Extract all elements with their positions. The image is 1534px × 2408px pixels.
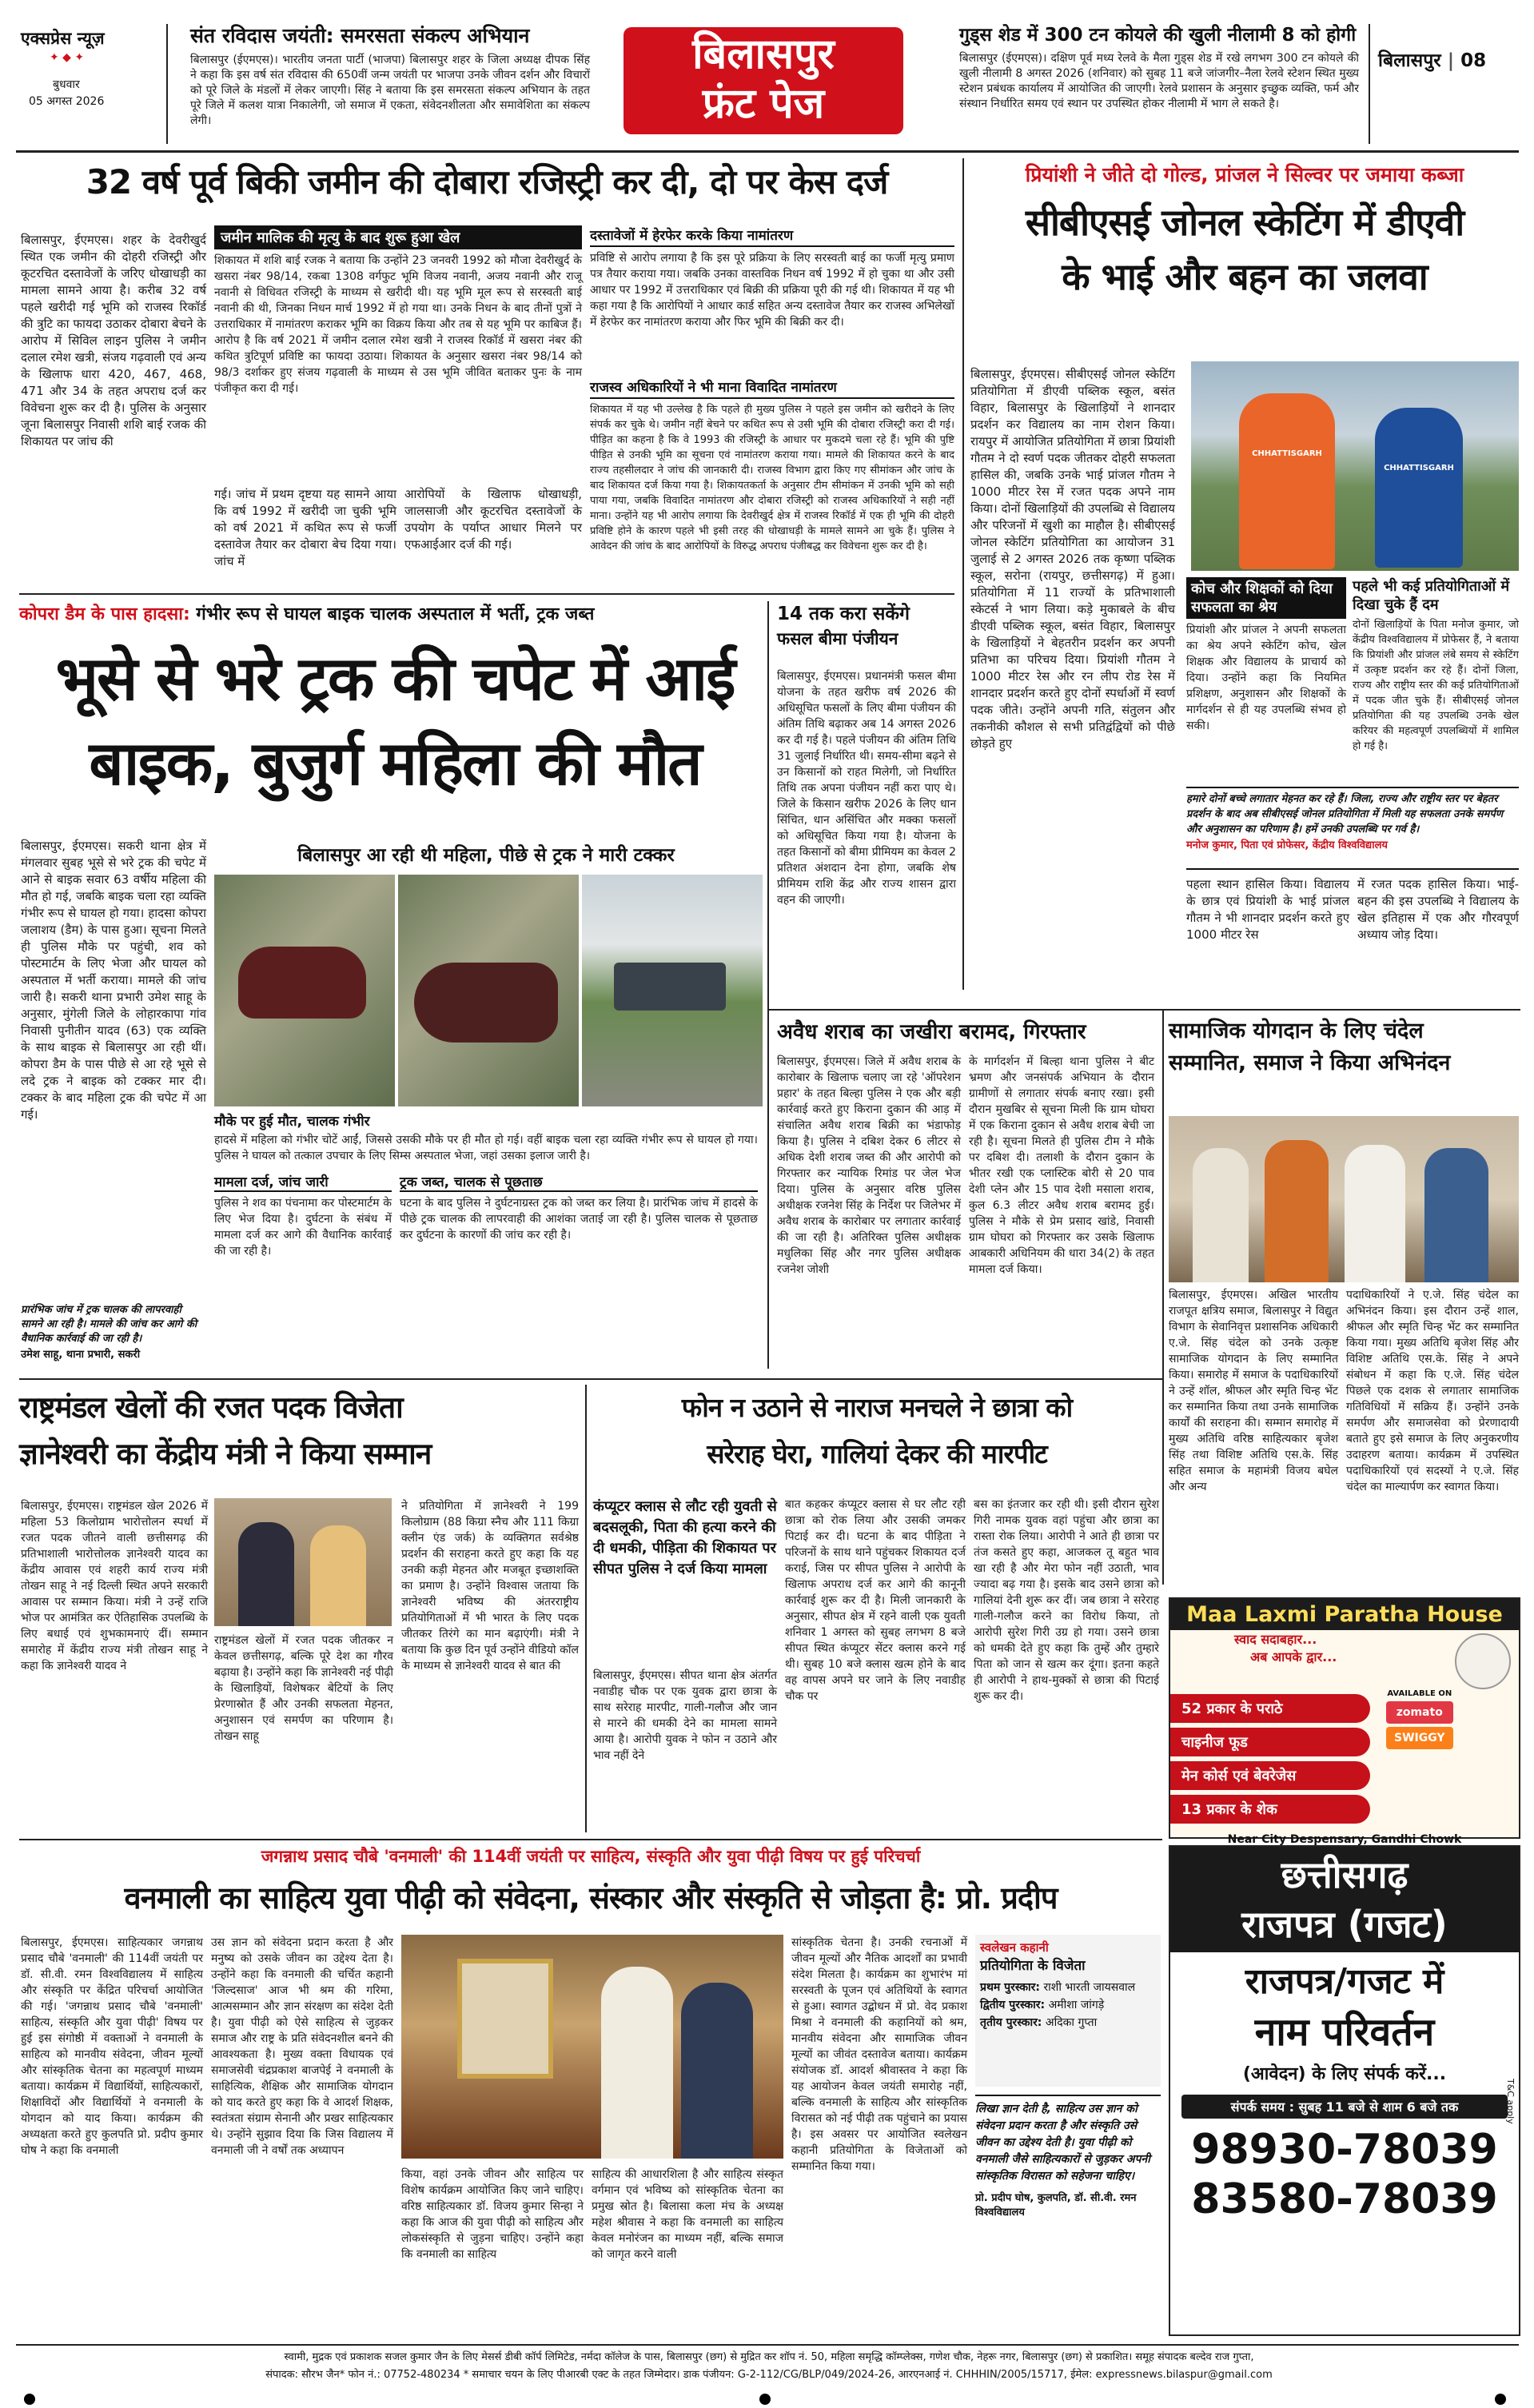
land-sub1-body: शिकायत में शशि बाई रजक ने बताया कि उन्होंने 23 जनवरी 1992 को मौजा देवरीखुर्द के खसरा नंबर 98/14, रकबा 1308 वर्गफुट भूमि विजय नवानी, अजय नवानी और राजू नवानी से विधिवत रजिस्ट्री के माध्यम से खरीदी थी। यह भूमि मूल रूप से सरस्वती बाई नवानी की थी, जिनका निधन मार्च 1992 में हो गया था। उनके निधन के बाद तीनों पुत्रों ने उत्तराधिकार में नामांतरण कराकर भूमि का विक्रय किया और तब से यह भूमि पर काबिज हैं। आरोप है कि वर्ष 2021 में जमीन दलाल रमेश खत्री ने राजस्व रिकॉर्ड में खसरा नंबर की कथित त्रुटिपूर्ण प्रविष्टि का फायदा उठाया। शिकायत के अनुसार खसरा नंबर 98/14 को 98/3 दर्शाकर हुए संजय गढ़वाली के माध्यम से उस भूमि जीवित बताकर पुनः के नाम पंजीकृत करा दी गई।	[214, 254, 582, 395]
accident-sub-a-body: पुलिस ने शव का पंचनामा कर पोस्टमार्टम के लिए भेज दिया है। दुर्घटना के संबंध में मामला दर्ज कर आगे की वैधानिक कार्रवाई की जा रही है।	[214, 1197, 392, 1258]
gazette-title-1: छत्तीसगढ़	[1281, 1853, 1408, 1896]
vanmali-kicker: जगन्नाथ प्रसाद चौबे 'वनमाली' की 114वीं जयंती पर साहित्य, संस्कृति और युवा पीढ़ी विषय पर हुई परिचर्चा	[261, 1847, 921, 1866]
commonwealth-headline-line1: राष्ट्रमंडल खेलों की रजत पदक विजेता	[19, 1390, 403, 1425]
swiggy-badge: SWIGGY	[1386, 1727, 1453, 1749]
skater-boy-tag: CHHATTISGARH	[1252, 449, 1322, 458]
zomato-badge: zomato	[1386, 1701, 1453, 1724]
skating-box1-title: कोच और शिक्षकों को दिया सफलता का श्रेय	[1186, 577, 1346, 619]
accident-kicker-red: कोपरा डैम के पास हादसा:	[19, 604, 190, 624]
paratha-ad	[1169, 1597, 1520, 1846]
accident-headline	[19, 636, 771, 820]
skating-headline	[970, 195, 1519, 355]
skating-headline-line1: सीबीएसई जोनल स्केटिंग में डीएवी	[1025, 201, 1464, 244]
vanmali-photo	[401, 1935, 783, 2159]
top-right-headline: गुड्स शेड में 300 टन कोयले की खुली नीलामी 8 को होगी	[959, 25, 1357, 46]
skating-box2-title: पहले भी कई प्रतियोगिताओं में दिखा चुके हैं दम	[1353, 578, 1510, 613]
athlete-figure	[310, 1525, 366, 1626]
top-left-story	[190, 22, 590, 142]
land-sub2-body: प्रविष्टि से आरोप लगाया है कि इस पूरे प्रक्रिया के लिए सरस्वती बाई का फर्जी मृत्यु प्रमाण पत्र तैयार कराया गया। जबकि उनका वास्तविक निधन वर्ष 1992 में हो चुका था और उसी आधार पर 1992 में उत्तराधिकार एवं बिक्री की प्रक्रिया पूरी की गई थी। शिकायत में यह भी कहा गया है कि आरोपियों ने आधार कार्ड सहित अन्य दस्तावेज तैयार कर राजस्व अभिलेखों में हेरफेर कर नामांतरण कराया और फिर भूमि की बिक्री कर दी।	[590, 252, 954, 329]
land-sub3-body: शिकायत में यह भी उल्लेख है कि पहले ही मुख्य पुलिस ने पहले इस जमीन को खरीदने के लिए संपर्क कर चुके थे। जमीन नहीं बेचने पर कथित रूप से उसी भूमि की दोबारा रजिस्ट्री करा दी गई। पीड़ित का कहना है कि वे 1993 की रजिस्ट्री के आधार पर मुकदमे चला रहे हैं। भूमि की पुष्टि पीड़ित से उनकी भूमि का सूचना एवं नामांतरण कराया गया। मामले की शिकायत करने के बाद राज्य तहसीलदार ने जांच की जानकारी दी। राजस्व विभाग द्वारा किए गए सीमांकन और जांच के बाद शिकायत दर्ज किया गया है। शिकायतकर्ता के अनुसार टीम सीमांकन में उनकी भूमि को सही पाया गया, जबकि विवादित नामांतरण और दोबारा रजिस्ट्री को राजस्व अधिकारियों ने सही नहीं माना। उन्होंने यह भी आरोप लगाया कि देवरीखुर्द क्षेत्र में राजस्व रिकॉर्ड में एक ही भूमि की दोहरी प्रविष्टि होने के कारण पहले भी इसी तरह की धोखाधड़ी के मामले सामने आ चुके हैं। पुलिस ने आवेदन की जांच के बाद आरोपियों के विरुद्ध अपराध पंजीबद्ध कर विवेचना शुरू कर दी है।	[590, 404, 954, 552]
vanmali-figure-2	[681, 1983, 753, 2159]
issue-date: 05 अगस्त 2026	[29, 95, 105, 108]
available-on: AVAILABLE ON	[1387, 1689, 1452, 1698]
skating-box1-body: प्रियांशी और प्रांजल ने अपनी सफलता का श्रेय अपने स्केटिंग कोच, खेल शिक्षक और विद्यालय के प्राचार्य को दिया। उन्होंने कहा कि नियमित प्रशिक्षण, अनुशासन और शिक्षकों के मार्गदर्शन से ही यह उपलब्धि संभव हो सकी।	[1186, 624, 1346, 732]
harassment-headline-line2: सरेराह घेरा, गालियां देकर की मारपीट	[707, 1438, 1047, 1469]
vanmali-col5: सांस्कृतिक चेतना है। उनकी रचनाओं में जीवन मूल्यों और नैतिक आदर्शों का प्रभावी संदेश मिलता है। कार्यक्रम का शुभारंभ मां सरस्वती के पूजन एवं अतिथियों के स्वागत से हुआ। स्वागत उद्बोधन में प्रो. वेद प्रकाश मिश्रा ने वनमाली की कहानियों को श्रम, मानवीय संवेदना और सामाजिक जीवन मूल्यों का जीवंत दस्तावेज बताया। कार्यक्रम संयोजक डॉ. आदर्श श्रीवास्तव ने कहा कि यह आयोजन केवल जयंती समारोह नहीं, बल्कि वनमाली के साहित्य और सांस्कृतिक विरासत को नई पीढ़ी तक पहुंचाने का प्रयास है। इस अवसर पर आयोजित स्वलेखन कहानी प्रतियोगिता के विजेताओं को सम्मानित किया गया।	[791, 1936, 967, 2173]
vanmali-winners-box	[975, 1935, 1161, 2087]
winner3-label: तृतीय पुरस्कार:	[980, 2016, 1042, 2029]
skating-headline-line2: के भाई और बहन का जलवा	[1062, 255, 1428, 298]
land-sub2-title: दस्तावेजों में हेरफेर करके किया नामांतरण	[590, 225, 954, 247]
gazette-main-2: नाम परिवर्तन	[1254, 2010, 1435, 2055]
harassment-lead: कंप्यूटर क्लास से लौट रही युवती से बदसलूकी, पिता की हत्या करने की दी धमकी, पीड़िता की शिकायत पर सीपत पुलिस ने दर्ज किया मामला	[593, 1498, 777, 1577]
skating-box2	[1353, 577, 1519, 782]
skating-bottom-col2: में रजत पदक हासिल किया। भाई-बहन की इस उपलब्धि ने विद्यालय के खेल इतिहास में एक और गौरवपूर्ण अध्याय जोड़ दिया।	[1357, 877, 1519, 942]
gazette-phone-2: 83580-78039	[1191, 2175, 1498, 2223]
commonwealth-photo	[214, 1498, 392, 1626]
brand-name: एक्सप्रेस न्यूज़	[21, 29, 105, 48]
top-left-headline: संत रविदास जयंती: समरसता संकल्प अभियान	[190, 24, 530, 47]
winner2-label: द्वितीय पुरस्कार:	[980, 1999, 1046, 2011]
commonwealth-caption-col: राष्ट्रमंडल खेलों में रजत पदक जीतकर न केवल छत्तीसगढ़, बल्कि पूरे देश का गौरव बढ़ाया है। उन्होंने कहा कि ज्ञानेश्वरी नई पीढ़ी के खिलाड़ियों, विशेषकर बेटियों के लिए प्रेरणास्रोत हैं और उनकी सफलता मेहनत, अनुशासन एवं समर्पण का परिणाम है। तोखन साहू	[214, 1634, 393, 1743]
imprint	[19, 2349, 1519, 2387]
vanmali-quote-by: प्रो. प्रदीप घोष, कुलपति, डॉ. सी.वी. रमन विश्वविद्यालय	[975, 2192, 1137, 2219]
vanmali-headline: वनमाली का साहित्य युवा पीढ़ी को संवेदना, संस्कार और संस्कृति से जोड़ता है: प्रो. प्रदीप	[124, 1880, 1058, 1916]
accident-sub-b	[400, 1172, 758, 1300]
liquor-headline: अवैध शराब का जखीरा बरामद, गिरफ्तार	[777, 1020, 1086, 1044]
vanmali-col1: बिलासपुर, ईएमएस। साहित्यकार जगन्नाथ प्रसाद चौबे 'वनमाली' की 114वीं जयंती पर डॉ. सी.वी. रमन विश्वविद्यालय में साहित्य और संस्कृति पर केंद्रित परिचर्चा आयोजित की गई। 'जगन्नाथ प्रसाद चौबे 'वनमाली' साहित्य, संस्कृति और युवा पीढ़ी' विषय पर हुई इस संगोष्ठी में वक्ताओं ने वनमाली के साहित्य को मानवीय संवेदना, जीवन मूल्यों और सांस्कृतिक चेतना का महत्वपूर्ण माध्यम बताया। कार्यक्रम में विद्यार्थियों, साहित्यकारों, शिक्षाविदों और विद्यार्थियों ने वनमाली के योगदान को याद किया। कार्यक्रम की अध्यक्षता करते हुए कुलपति प्रो. प्रदीप कुमार घोष ने कहा कि वनमाली	[21, 1936, 203, 2157]
paratha-tagline2: अब आपके द्वार...	[1250, 1649, 1337, 1664]
crashed-bike-2	[414, 963, 558, 1043]
vanmali-quote-text: लिखा ज्ञान देती है, साहित्य उस ज्ञान को संवेदना प्रदान करता है और संस्कृति उसे जीवन का उद्देश्य देती है। युवा पीढ़ी को वनमाली जैसे साहित्यकारों से जुड़कर अपनी सांस्कृतिक विरासत को सहेजना चाहिए।	[975, 2103, 1150, 2183]
felicitation-headline-line1: सामाजिक योगदान के लिए चंदेल	[1169, 1019, 1424, 1043]
felicitation-col1: बिलासपुर, ईएमएस। अखिल भारतीय राजपूत क्षत्रिय समाज, बिलासपुर ने विद्युत विभाग के सेवानिवृत्त प्रशासनिक अधिकारी ए.जे. सिंह चंदेल को उनके उत्कृष्ट सामाजिक योगदान के लिए सम्मानित किया। समारोह में समाज के पदाधिकारियों ने उन्हें शॉल, श्रीफल और स्मृति चिन्ह भेंट कर सम्मानित किया तथा उनके सामाजिक कार्यों की सराहना की। सम्मान समारोह में मुख्य अतिथि वरिष्ठ साहित्यकार बृजेश सिंह तथा विशिष्ट अतिथि एस.के. सिंह सहित समाज के महामंत्री विजय बघेल और अन्य	[1169, 1289, 1338, 1493]
felicitation-col2: पदाधिकारियों ने ए.जे. सिंह चंदेल का अभिनंदन किया। इस दौरान उन्हें शाल, श्रीफल और स्मृति चिन्ह भेंट कर सम्मानित किया गया। मुख्य अतिथि बृजेश सिंह और विशिष्ट अतिथि एस.के. सिंह ने अपने संबोधन में कहा कि ए.जे. सिंह चंदेल पिछले एक दशक से लगातार सामाजिक गतिविधियों में सक्रिय हैं। उन्होंने उनके समर्पण और समाजसेवा को प्रेरणादायी बताते हुए इसे समाज के लिए अनुकरणीय उदाहरण बताया। कार्यक्रम में उपस्थित पदाधिकारियों एवं सदस्यों ने ए.जे. सिंह चंदेल का माल्यार्पण कर स्वागत किया।	[1346, 1289, 1519, 1493]
issue-day: बुधवार	[53, 78, 80, 91]
vanmali-figure-1	[601, 1967, 673, 2159]
land-headline: 32 वर्ष पूर्व बिकी जमीन की दोबारा रजिस्ट्री कर दी, दो पर केस दर्ज	[86, 162, 888, 201]
winners-title-2: प्रतियोगिता के विजेता	[980, 1958, 1086, 1974]
gazette-ad	[1169, 1845, 1520, 2336]
accident-col1: बिलासपुर, ईएमएस। सकरी थाना क्षेत्र में मंगलवार सुबह भूसे से भरे ट्रक की चपेट में आने से बाइक सवार 63 वर्षीय महिला की मौत हो गई, जबकि बाइक चला रहा व्यक्ति गंभीर रूप से घायल हो गया। हादसा कोपरा जलाशय (डैम) के पास हुआ। सूचना मिलते ही पुलिस मौके पर पहुंची, शव को पोस्टमार्टम के लिए भेजा और घायल को अस्पताल में भर्ती कराया। मामले की जांच जारी है। सकरी थाना प्रभारी उमेश साहू के अनुसार, मुंगेली जिले के लोहारकापा गांव निवासी पुनीतीन यादव (63) एक व्यक्ति के साथ बाइक से बिलासपुर आ रही थीं। कोपरा डैम के पास पीछे से आ रहे भूसे से लदे ट्रक ने बाइक को टक्कर मार दी। टक्कर के बाद महिला ट्रक की चपेट में आ गई।	[21, 839, 206, 1122]
harassment-col3: बस का इंतजार कर रही थी। इसी दौरान सुरेश गिरी नामक युवक वहां पहुंचा और छात्रा का रास्ता रोक लिया। आरोपी ने आते ही छात्रा पर तंज कसते हुए कहा, आजकल तू बहुत भाव खा रही है और मेरा फोन नहीं उठाती, भाव ज्यादा बढ़ गया है। इसके बाद उसने छात्रा को गालियां देनी शुरू कर दीं। जब छात्रा ने सरेराह गाली-गलौज करने का विरोध किया, तो आरोपी सुरेश गिरी उग्र हो गया। उसने छात्रा को धमकी देते हुए कहा कि तुम्हें और तुम्हारे पिता को जान से खत्म कर दूंगा। इतना कहते ही आरोपी ने हाथ-मुक्कों से छात्रा की पिटाई शुरू कर दी।	[974, 1498, 1159, 1703]
skating-bottom-col1: पहला स्थान हासिल किया। विद्यालय के छात्र एवं प्रियांशी के भाई प्रांजल गौतम ने भी शानदार प्रदर्शन करते हुए 1000 मीटर रेस	[1186, 877, 1349, 942]
gazette-tc: T&C apply	[1505, 2079, 1516, 2124]
harassment-headline	[593, 1385, 1161, 1489]
land-sub2-box	[590, 225, 954, 377]
gazette-title-2: राजपत्र (गजट)	[1241, 1903, 1448, 1946]
gazette-main-1: राजपत्र/गजट में	[1245, 1961, 1444, 2002]
land-col3b: आरोपियों के खिलाफ धोखाधड़ी, जालसाजी और कूटरचित दस्तावेजों के उपयोग के पर्याप्त आधार मिलने पर एफआईआर दर्ज की गई।	[404, 487, 582, 552]
accident-photo-caption-bottom: मौके पर हुई मौत, चालक गंभीर	[214, 1114, 370, 1130]
winners-title-1: स्वलेखन कहानी	[980, 1940, 1049, 1955]
accident-quote-by: उमेश साहू, थाना प्रभारी, सकरी	[21, 1349, 141, 1361]
top-right-body: बिलासपुर (ईएमएस)। दक्षिण पूर्व मध्य रेलवे के मैला गुड्स शेड में रखे लगभग 300 टन कोयले की खुली नीलामी 8 अगस्त 2026 (शनिवार) को सुबह 11 बजे जांजगीर–नैला रेलवे स्टेशन स्थित मुख्य स्टेशन प्रबंधक कार्यालय में आयोजित की जाएगी। रेलवे प्रशासन के अनुसार इच्छुक व्यक्ति, फर्म और संस्थान निर्धारित समय एवं स्थान पर उपस्थित होकर नीलामी में भाग ले सकते है।	[959, 52, 1359, 110]
skating-quote-text: हमारे दोनों बच्चे लगातार मेहनत कर रहे हैं। जिला, राज्य और राष्ट्रीय स्तर पर बेहतर प्रदर्शन के बाद अब सीबीएसई जोनल प्रतियोगिता में मिली यह सफलता उनके समर्पण और अनुशासन का परिणाम है। हमें उनकी उपलब्धि पर गर्व है।	[1186, 793, 1504, 835]
harassment-col1: बिलासपुर, ईएमएस। सीपत थाना क्षेत्र अंतर्गत नवाडीह चौक पर एक युवक द्वारा छात्रा के साथ सरेराह मारपीट, गाली-गलौज और जान से मारने की धमकी देने का मामला सामने आया है। आरोपी युवक ने फोन न उठाने और भाव नहीं देने	[593, 1669, 777, 1762]
vanmali-col3: किया, वहां उनके जीवन और साहित्य पर विशेष कार्यक्रम आयोजित किए जाने चाहिए। वरिष्ठ साहित्यकार डॉ. विजय कुमार सिन्हा ने कहा कि आज की युवा पीढ़ी को साहित्य और लोकसंस्कृति से जुड़ना चाहिए। उन्होंने कहा कि वनमाली का साहित्य	[401, 2168, 584, 2261]
chef-icon	[1455, 1633, 1511, 1689]
felicitation-headline-line2: सम्मानित, समाज ने किया अभिनंदन	[1169, 1051, 1451, 1075]
masthead-left	[21, 27, 157, 139]
accident-sub-b-body: घटना के बाद पुलिस ने दुर्घटनाग्रस्त ट्रक को जब्त कर लिया है। प्रारंभिक जांच में हादसे के पीछे ट्रक चालक की लापरवाही की आशंका जताई जा रही है। पुलिस चालक से पूछताछ कर दुर्घटना के कारणों की जांच कर रही है।	[400, 1197, 758, 1242]
accident-headline-line2: बाइक, बुजुर्ग महिला की मौत	[89, 728, 701, 799]
vanmali-col4: साहित्य की आधारशिला है और साहित्य संस्कृत वर्गमान एवं भविष्य को सांस्कृतिक चेतना का प्रमुख स्रोत है। बिलासा कला मंच के अध्यक्ष महेश श्रीवास ने कहा कि वनमाली का साहित्य केवल मनोरंजन का माध्यम नहीं, बल्कि समाज को जागृत करने वाली	[592, 2168, 783, 2261]
skating-quote	[1186, 787, 1519, 870]
crop-headline	[777, 601, 958, 665]
winner2-name: अमीशा जांगड़े	[1048, 1999, 1105, 2011]
section-title-line1: बिलासपुर	[692, 30, 835, 78]
land-sub1-box	[214, 225, 582, 481]
imprint-line1: स्वामी, मुद्रक एवं प्रकाशक सजल कुमार जैन के लिए मेसर्स डीबी कॉर्प लिमिटेड, नर्मदा कॉलेज के पास, बिलासपुर (छग) से मुद्रित कर शॉप नं. 50, महिला समृद्धि कॉम्प्लेक्स, गणेश चौक, नेहरू नगर, बिलासपुर (छग) से प्रकाशित। समूह संपादक बल्देव राज गुप्ता,	[284, 2351, 1254, 2363]
vanmali-quote	[975, 2095, 1161, 2326]
section-title-line2: फ्रंट पेज	[702, 80, 825, 128]
felicitation-person-1	[1193, 1148, 1249, 1282]
top-left-body: बिलासपुर (ईएमएस)। भारतीय जनता पार्टी (भाजपा) बिलासपुर शहर के जिला अध्यक्ष दीपक सिंह ने कहा कि इस वर्ष संत रविदास की 650वीं जन्म जयंती पर भाजपा उनके जीवन दर्शन और विचारों को पूरे जिले के मंडलों में लेकर जाएगी। सिंह ने बताया कि इस समरसता संकल्प अभियान के तहत पूरे जिले में कलश यात्रा निकालेगी, जो समाज में एकता, संवेदनशीलता और समावेशिता का संकल्प लेगी।	[190, 54, 590, 127]
accident-sub-a	[214, 1172, 392, 1300]
crop-body: बिलासपुर, ईएमएस। प्रधानमंत्री फसल बीमा योजना के तहत खरीफ वर्ष 2026 की अधिसूचित फसलों के लिए बीमा पंजीयन की अंतिम तिथि बढ़ाकर अब 14 अगस्त 2026 कर दी गई है। पहले पंजीयन की अंतिम तिथि 31 जुलाई निर्धारित थी। समय-सीमा बढ़ने से उन किसानों को राहत मिलेगी, जो निर्धारित तिथि तक अपना पंजीयन नहीं करा पाए थे। जिले के किसान खरीफ 2026 के लिए धान सिंचित, धान असिंचित और मक्का फसलों को अधिसूचित किया गया है। योजना के तहत किसानों को बीमा प्रीमियम का केवल 2 प्रतिशत अंशदान देना होगा, जबकि शेष प्रीमियम राशि केंद्र और राज्य शासन द्वारा वहन की जाएगी।	[777, 670, 956, 907]
brand-ornament: ✦ ◆ ✦	[50, 51, 85, 64]
page-number: 08	[1460, 50, 1487, 71]
land-sub3-box	[590, 377, 954, 587]
winner1-name: राशी भारती जायसवाल	[1043, 1981, 1136, 1994]
accident-quote-text: प्रारंभिक जांच में ट्रक चालक की लापरवाही सामने आ रही है। मामले की जांच कर आगे की वैधानिक कार्रवाई की जा रही है।	[21, 1304, 197, 1345]
crashed-bike-1	[238, 947, 366, 1019]
gazette-phone-1: 98930-78039	[1191, 2126, 1498, 2174]
accident-kicker-rest: गंभीर रूप से घायल बाइक चालक अस्पताल में भर्ती, ट्रक जब्त	[196, 604, 595, 624]
paratha-address-1: Near City Despensary, Gandhi Chowk	[1227, 1833, 1462, 1846]
skating-box1	[1186, 577, 1346, 777]
land-col2b: गई। जांच में प्रथम दृष्टया यह सामने आया कि वर्ष 1992 में खरीदी जा चुकी भूमि को वर्ष 2021 में कथित रूप से फर्जी दस्तावेज तैयार कर दोबारा बेच दिया गया। जांच में	[214, 487, 396, 568]
accident-photo-caption-body: हादसे में महिला को गंभीर चोटें आईं, जिससे उसकी मौके पर ही मौत हो गई। वहीं बाइक चला रहा व्यक्ति गंभीर रूप से घायल हो गया। पुलिस ने घायल को तत्काल उपचार के लिए सिम्स अस्पताल भेजा, जहां उसका इलाज जारी है।	[214, 1134, 758, 1162]
skating-quote-by: मनोज कुमार, पिता एवं प्रोफेसर, केंद्रीय विश्वविद्यालय	[1186, 839, 1388, 851]
winner1-label: प्रथम पुरस्कार:	[980, 1981, 1040, 1994]
harassment-headline-line1: फोन न उठाने से नाराज मनचले ने छात्रा को	[681, 1392, 1073, 1423]
commonwealth-headline	[19, 1385, 579, 1489]
registration-marks	[0, 2390, 1534, 2406]
crop-headline-line2: फसल बीमा पंजीयन	[777, 629, 898, 648]
accident-photo-caption-top: बिलासपुर आ रही थी महिला, पीछे से ट्रक ने मारी टक्कर	[297, 845, 675, 866]
paratha-item-3: मेन कोर्स एवं बेवरेजेस	[1170, 1761, 1370, 1790]
accident-photo-1	[214, 875, 395, 1106]
commonwealth-col1: बिलासपुर, ईएमएस। राष्ट्रमंडल खेल 2026 में महिला 53 किलोग्राम भारोत्तोलन स्पर्धा में रजत पदक जीतने वाली छत्तीसगढ़ की प्रतिभाशाली भारोत्तोलक ज्ञानेश्वरी यादव का केंद्रीय आवास एवं शहरी कार्य राज्य मंत्री तोखन साहू ने नई दिल्ली स्थित अपने सरकारी आवास पर सम्मान किया। मंत्री ने उन्हें राजि भोज पर आमंत्रित कर ऐतिहासिक उपलब्धि के लिए बधाई एवं शुभकामनाएं दीं। सम्मान समारोह में केंद्रीय राज्य मंत्री तोखन साहू ने कहा कि ज्ञानेश्वरी यादव ने	[21, 1500, 208, 1672]
accident-sub-a-title: मामला दर्ज, जांच जारी	[214, 1172, 392, 1192]
accident-headline-line1: भूसे से भरे ट्रक की चपेट में आई	[55, 643, 735, 714]
felicitation-person-4	[1424, 1148, 1488, 1282]
minister-figure	[238, 1522, 294, 1626]
harassment-col2: बात कहकर कंप्यूटर क्लास से घर लौट रही छात्रा को रोक लिया और उसकी जमकर पिटाई कर दी। घटना के बाद पीड़िता ने परिजनों के साथ थाने पहुंचकर शिकायत दर्ज कराई, जिस पर सीपत पुलिस ने आरोपी के खिलाफ अपराध दर्ज कर आगे की कानूनी कार्रवाई शुरू कर दी है। मिली जानकारी के अनुसार, सीपत क्षेत्र में रहने वाली एक युवती शनिवार 1 अगस्त को सुबह लगभग 8 बजे सीपत स्थित कंप्यूटर सेंटर क्लास करने गई थी। सुबह 10 बजे क्लास खत्म होने के बाद वह वापस अपने घर जाने के लिए नवाडीह चौक पर	[785, 1498, 966, 1703]
accident-kicker	[19, 601, 771, 630]
skating-kicker: प्रियांशी ने जीते दो गोल्ड, प्रांजल ने सिल्वर पर जमाया कब्जा	[1025, 163, 1464, 186]
land-sub1-title: जमीन मालिक की मृत्यु के बाद शुरू हुआ खेल	[214, 225, 582, 249]
felicitation-person-3	[1345, 1145, 1405, 1282]
skating-photo	[1191, 361, 1519, 571]
felicitation-headline	[1169, 1015, 1520, 1111]
gazette-header	[1170, 1847, 1519, 1952]
gazette-timing: संपर्क समय : सुबह 11 बजे से शाम 6 बजे तक	[1181, 2095, 1508, 2119]
land-col1: बिलासपुर, ईएमएस। शहर के देवरीखुर्द स्थित एक जमीन की दोहरी रजिस्ट्री और कूटरचित दस्तावेजों के जरिए धोखाधड़ी का मामला सामने आया है। करीब 32 वर्ष पहले खरीदी गई भूमि को राजस्व रिकॉर्ड की त्रुटि का फायदा उठाकर दोबारा बेचने के आरोप में सिविल लाइन पुलिस ने जमीन दलाल रमेश खत्री, संजय गढ़वाली एवं अन्य के खिलाफ धारा 420, 467, 468, 471 और 34 के तहत अपराध दर्ज कर विवेचना शुरू कर दी है। पुलिस के अनुसार जूना बिलासपुर निवासी शशि बाई रजक की शिकायत पर जांच की	[21, 233, 206, 449]
section-banner	[624, 27, 903, 134]
felicitation-person-2	[1265, 1140, 1329, 1282]
felicitation-photo	[1169, 1116, 1519, 1282]
land-sub3-title: राजस्व अधिकारियों ने भी माना विवादित नामांतरण	[590, 377, 954, 399]
accident-quote	[21, 1303, 206, 1373]
skating-col-left: बिलासपुर, ईएमएस। सीबीएसई जोनल स्केटिंग प्रतियोगिता में डीएवी पब्लिक स्कूल, बसंत विहार, बिलासपुर के खिलाड़ियों ने शानदार प्रदर्शन कर विद्यालय का नाम रोशन किया। रायपुर में आयोजित प्रतियोगिता में छात्रा प्रियांशी गौतम ने दो स्वर्ण पदक जीतकर दोहरी सफलता हासिल की, जबकि उनके भाई प्रांजल गौतम ने 1000 मीटर रेस में रजत पदक अपने नाम किया। दोनों खिलाड़ियों की उपलब्धि से विद्यालय और परिजनों में खुशी का माहौल है। सीबीएसई जोनल स्केटिंग प्रतियोगिता का आयोजन 31 जुलाई से 2 अगस्त 2026 तक कृष्णा पब्लिक स्कूल, सरोना (रायपुर, छत्तीसगढ़) में हुआ। प्रतियोगिता में 11 राज्यों के प्रतिभाशाली स्केटर्स ने भाग लिया। कड़े मुकाबले के बीच डीएवी पब्लिक स्कूल, बसंत विहार, बिलासपुर के खिलाड़ियों ने बेहतरीन प्रदर्शन कर अपनी प्रतिभा का परिचय दिया। प्रियांशी गौतम ने 1000 मीटर रेस और रन लीप रोड रेस में शानदार प्रदर्शन करते हुए दोनों स्पर्धाओं में स्वर्ण पदक जीते। उन्होंने अपनी गति, संतुलन और तकनीकी कौशल से सभी प्रतिद्वंद्वियों को पीछे छोड़ते हुए	[970, 367, 1175, 751]
city-label: बिलासपुर	[1378, 50, 1441, 71]
paratha-item-4: 13 प्रकार के शेक	[1170, 1795, 1370, 1824]
liquor-col2: के मार्गदर्शन में बिल्हा थाना पुलिस ने बीट भ्रमण और जनसंपर्क अभियान के दौरान ग्रामीणों से लगातार संपर्क बनाए रखा। इसी दौरान मुखबिर से सूचना मिली कि ग्राम घोघरा में एक किराना दुकान से अवैध शराब बेची जा रही है। सूचना मिलते ही पुलिस टीम ने मौके पर दबिश दी। तलाशी के दौरान दुकान के भीतर रखी एक प्लास्टिक बोरी से 20 पाव देशी प्लेन और 15 पाव देशी मसाला शराब, कुल 6.3 लीटर अवैध शराब बरामद हुई। पुलिस ने मौके से प्रेम प्रसाद खांडे, निवासी ग्राम घोघरा को गिरफ्तार कर उसके खिलाफ आबकारी अधिनियम की धारा 34(2) के तहत मामला दर्ज किया।	[969, 1055, 1154, 1276]
imprint-line2: संपादक: सौरभ जैन* फोन नं.: 07752-480234 * समाचार चयन के लिए पीआरबी एक्ट के तहत जिम्मेदार। डाक पंजीयन: G-2-112/CG/BLP/049/2024-26, आरएनआई नं. CHHHIN/2005/15717, ईमेल: expressnews.bilaspur@gmail.com	[265, 2369, 1273, 2381]
gazette-sub: (आवेदन) के लिए संपर्क करें...	[1242, 2064, 1447, 2084]
vanmali-portrait-frame	[457, 1959, 553, 2079]
accident-photo-2	[398, 875, 579, 1106]
skater-girl	[1375, 408, 1463, 568]
commonwealth-headline-line2: ज्ञानेश्वरी का केंद्रीय मंत्री ने किया सम्मान	[19, 1437, 432, 1471]
paratha-item-2: चाइनीज फूड	[1170, 1728, 1370, 1756]
skater-girl-tag: CHHATTISGARH	[1384, 464, 1454, 472]
city-page-label: बिलासपुर | 08	[1378, 50, 1487, 71]
commonwealth-col2: ने प्रतियोगिता में ज्ञानेश्वरी ने 199 किलोग्राम (88 किग्रा स्नैच और 111 किग्रा क्लीन एंड जर्क) के व्यक्तिगत सर्वश्रेष्ठ प्रदर्शन की सराहना करते हुए कहा कि यह उनकी कड़ी मेहनत और मजबूत इच्छाशक्ति का प्रमाण है। उन्होंने विश्वास जताया कि ज्ञानेश्वरी भविष्य की अंतरराष्ट्रीय प्रतियोगिताओं में भी भारत के लिए पदक जीतकर तिरंगे का मान बढ़ाएंगी। मंत्री ने बताया कि कुछ दिन पूर्व उन्होंने वीडियो कॉल के माध्यम से ज्ञानेश्वरी यादव से बात की	[401, 1500, 579, 1672]
skater-boy	[1239, 393, 1335, 569]
top-right-story	[959, 22, 1359, 142]
winner3-name: अदिका गुप्ता	[1045, 2016, 1098, 2029]
skating-box2-body: दोनों खिलाड़ियों के पिता मनोज कुमार, जो केंद्रीय विश्वविद्यालय में प्रोफेसर हैं, ने बताया कि प्रियांशी और प्रांजल लंबे समय से स्केटिंग में उत्कृष्ट प्रदर्शन कर रहे हैं। दोनों जिला, राज्य और राष्ट्रीय स्तर की कई प्रतियोगिताओं में पदक जीत चुके हैं। सीबीएसई जोनल प्रतियोगिता की यह उपलब्धि उनके खेल करियर की महत्वपूर्ण उपलब्धियों में शामिल हो गई है।	[1353, 619, 1519, 752]
crop-headline-line1: 14 तक करा सकेंगे	[777, 604, 910, 624]
accident-photo-3	[582, 875, 763, 1106]
paratha-title: Maa Laxmi Paratha House	[1170, 1599, 1519, 1630]
liquor-col1: बिलासपुर, ईएमएस। जिले में अवैध शराब के कारोबार के खिलाफ चलाए जा रहे 'ऑपरेशन प्रहार' के तहत बिल्हा पुलिस ने एक और बड़ी कार्रवाई करते हुए किराना दुकान की आड़ में संचालित अवैध शराब बिक्री का भंडाफोड़ किया है। पुलिस ने दबिश देकर 6 लीटर से अधिक देशी शराब जब्त की और आरोपी को गिरफ्तार कर न्यायिक रिमांड पर जेल भेज दिया। पुलिस के अनुसार वरिष्ठ पुलिस अधीक्षक रजनेश सिंह के निर्देश पर जिलेभर में अवैध शराब के कारोबार पर लगातार कार्रवाई की जा रही है। अतिरिक्त पुलिस अधीक्षक मधुलिका सिंह और नगर पुलिस अधीक्षक रजनेश जोशी	[777, 1055, 961, 1276]
paratha-item-1: 52 प्रकार के पराठे	[1170, 1694, 1370, 1723]
road-crowd	[614, 963, 726, 1011]
accident-sub-b-title: ट्रक जब्त, चालक से पूछताछ	[400, 1172, 758, 1192]
paratha-tagline1: स्वाद सदाबहार...	[1234, 1632, 1317, 1647]
vanmali-col2: उस ज्ञान को संवेदना प्रदान करता है और मनुष्य को उसके जीवन का उद्देश्य देता है। उन्होंने कहा कि वनमाली की चर्चित कहानी 'जिल्दसाज' आज भी श्रम की गरिमा, आत्मसम्मान और ज्ञान संरक्षण का संदेश देती है। युवा पीढ़ी को ऐसे साहित्य से जुड़कर समाज और राष्ट्र के प्रति संवेदनशील बनने की आवश्यकता है। मुख्य वक्ता विधायक एवं समाजसेवी चंद्रप्रकाश बाजपेई ने वनमाली के साहित्यिक, शैक्षिक और सामाजिक योगदान को याद करते हुए कहा कि वे आदर्श शिक्षक, स्वतंत्रता संग्राम सेनानी और प्रखर साहित्यकार थे। उन्होंने सुझाव दिया कि जिस विद्यालय में वनमाली जी ने वर्षों तक अध्यापन	[211, 1936, 393, 2157]
